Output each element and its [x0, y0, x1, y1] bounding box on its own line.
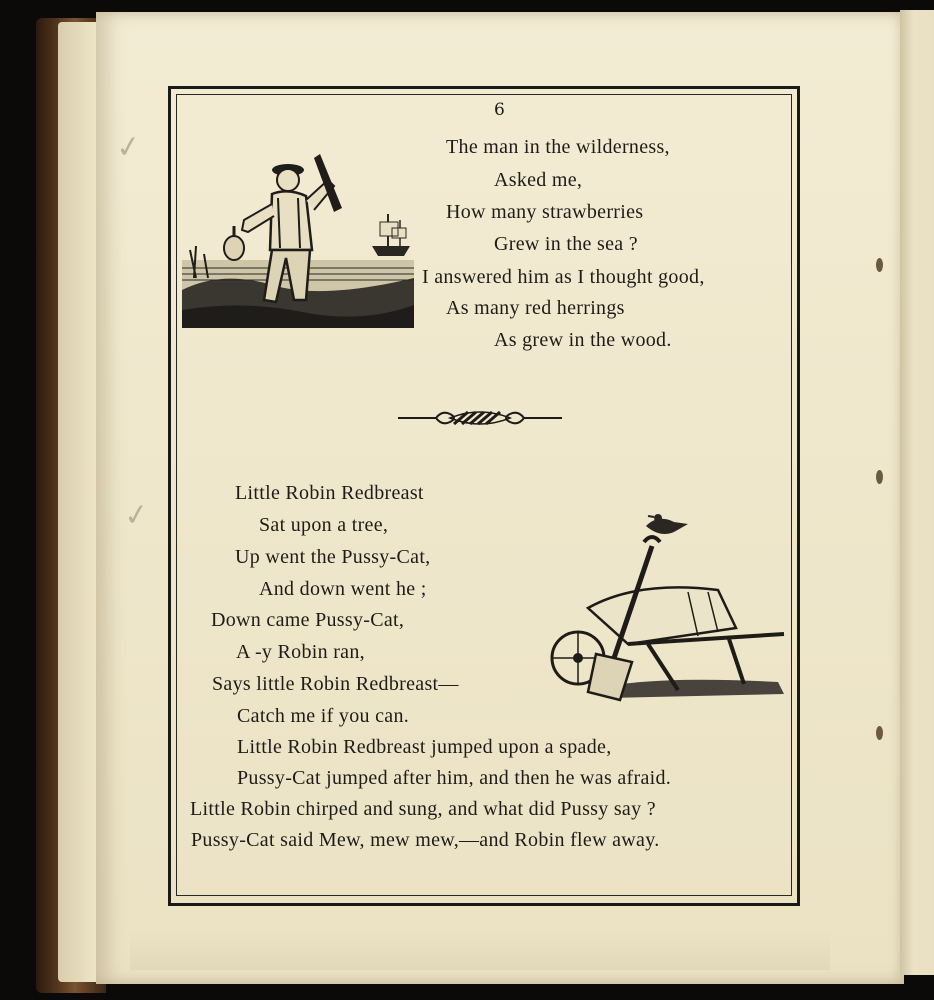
poem2-line: A ‑y Robin ran, — [236, 641, 365, 663]
poem2-line: Down came Pussy-Cat, — [211, 609, 405, 631]
poem2-line: Pussy-Cat said Mew, mew mew,—and Robin flew away. — [191, 829, 660, 851]
scroll-divider-icon — [398, 404, 562, 432]
page-bottom-shadow — [130, 930, 830, 970]
pencil-check-mark-icon: ✓ — [121, 496, 152, 535]
poem1-line: The man in the wilderness, — [446, 136, 670, 158]
page-hole — [876, 726, 883, 740]
next-page-edge — [900, 10, 934, 975]
poem2-line: Catch me if you can. — [237, 705, 410, 727]
poem1-line: I answered him as I thought good, — [422, 266, 705, 288]
robin-on-spade-and-wheelbarrow-icon — [548, 508, 788, 704]
poem1-line: As many red herrings — [446, 297, 625, 319]
pencil-check-mark-icon: ✓ — [113, 128, 144, 167]
poem1-line: Grew in the sea ? — [494, 233, 638, 255]
poem1-line: Asked me, — [494, 169, 583, 191]
poem2-line: Little Robin chirped and sung, and what did Pussy say ? — [190, 798, 656, 820]
poem2-line: Pussy-Cat jumped after him, and then he was afraid. — [237, 767, 672, 789]
poem2-line: And down went he ; — [259, 578, 427, 600]
poem2-line: Sat upon a tree, — [259, 514, 389, 536]
poem2-line: Says little Robin Redbreast— — [212, 673, 459, 695]
poem2-line: Little Robin Redbreast jumped upon a spade, — [237, 736, 612, 758]
page-hole — [876, 470, 883, 484]
page-hole — [876, 258, 883, 272]
man-with-bottle-and-ship-woodcut-icon — [182, 150, 414, 328]
poem2-line: Up went the Pussy-Cat, — [235, 546, 431, 568]
poem2-line: Little Robin Redbreast — [235, 482, 424, 504]
poem1-line: As grew in the wood. — [494, 329, 672, 351]
page-number: 6 — [494, 100, 505, 120]
poem1-line: How many strawberries — [446, 201, 644, 223]
